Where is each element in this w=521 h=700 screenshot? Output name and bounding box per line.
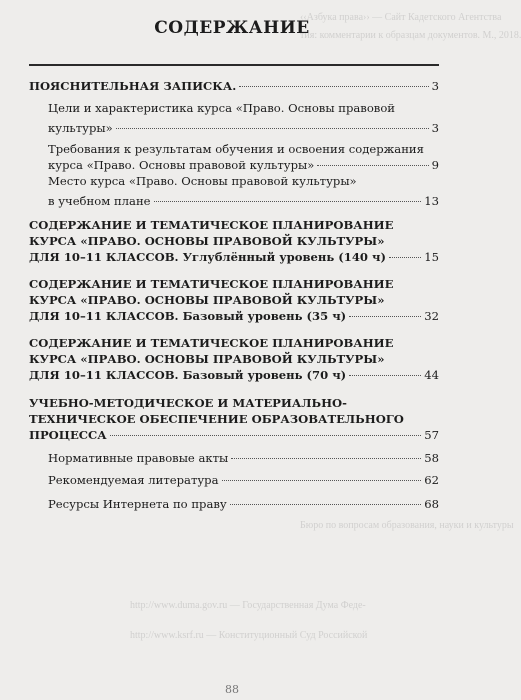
toc-entry-title: ДЛЯ 10–11 КЛАССОВ. Углублённый уровень (140 ч) [29,250,386,264]
leader-dots [349,316,421,317]
leader-dots [116,128,429,129]
toc-entry-internet-resources[interactable] [48,496,439,512]
toc-entry-planning-basic-35[interactable] [29,276,439,324]
toc-entry-planning-basic-70[interactable] [29,335,439,383]
toc-page-number: 57 [424,428,439,442]
toc-entry-title: Цели и характеристика курса «Право. Основы правовой [48,101,396,115]
show-through-text: тия: комментарии к образцам документов. М., 2018. [300,30,521,41]
show-through-text: ‹‹Азбука права›› — Сайт Кадетского Агентства [300,12,502,23]
page-title: СОДЕРЖАНИЕ [154,18,310,38]
toc-entry-title: Нормативные правовые акты [48,451,229,465]
leader-dots [349,375,421,376]
toc-entry-course-place[interactable] [48,173,439,209]
leader-dots [230,504,421,505]
leader-dots [239,86,428,87]
toc-entry-title: Рекомендуемая литература [48,473,219,487]
toc-entry-methodological-support[interactable] [29,395,439,443]
toc-entry-normative-acts[interactable] [48,450,439,466]
toc-page-number: 32 [424,309,439,323]
toc-page-number: 13 [424,194,439,208]
toc-entry-title: ПОЯСНИТЕЛЬНАЯ ЗАПИСКА. [29,79,237,93]
toc-entry-title: ДЛЯ 10–11 КЛАССОВ. Базовый уровень (70 ч) [29,368,347,382]
toc-page-number: 9 [431,158,439,172]
toc-entry-title: СОДЕРЖАНИЕ И ТЕМАТИЧЕСКОЕ ПЛАНИРОВАНИЕ [29,277,394,291]
leader-dots [222,480,422,481]
toc-entry-title: ДЛЯ 10–11 КЛАССОВ. Базовый уровень (35 ч) [29,309,347,323]
leader-dots [154,201,422,202]
toc-entry-explanatory-note[interactable] [29,78,439,94]
toc-entry-title: культуры» [48,121,113,135]
toc-entry-title: в учебном плане [48,194,151,208]
toc-entry-title: КУРСА «ПРАВО. ОСНОВЫ ПРАВОВОЙ КУЛЬТУРЫ» [29,293,385,307]
toc-page-number: 68 [424,497,439,511]
title-underline [29,64,439,66]
toc-entry-title: СОДЕРЖАНИЕ И ТЕМАТИЧЕСКОЕ ПЛАНИРОВАНИЕ [29,218,394,232]
toc-entry-title: Ресурсы Интернета по праву [48,497,227,511]
toc-entry-planning-advanced-140[interactable] [29,217,439,265]
toc-entry-title: КУРСА «ПРАВО. ОСНОВЫ ПРАВОВОЙ КУЛЬТУРЫ» [29,352,385,366]
toc-entry-course-goals[interactable] [48,100,439,136]
toc-entry-title: Требования к результатам обучения и освоения содержания [48,142,424,156]
toc-page-number: 3 [431,121,439,135]
show-through-text: Бюро по вопросам образования, науки и культуры [300,520,514,531]
toc-entry-title: КУРСА «ПРАВО. ОСНОВЫ ПРАВОВОЙ КУЛЬТУРЫ» [29,234,385,248]
leader-dots [110,435,422,436]
leader-dots [231,458,421,459]
page-number: 88 [225,683,239,696]
toc-entry-recommended-literature[interactable] [48,472,439,488]
toc-entry-title: ТЕХНИЧЕСКОЕ ОБЕСПЕЧЕНИЕ ОБРАЗОВАТЕЛЬНОГО [29,412,404,426]
toc-page-number: 58 [424,451,439,465]
toc-entry-title: ПРОЦЕССА [29,428,107,442]
toc-page-number: 15 [424,250,439,264]
toc-page-number: 44 [424,368,439,382]
show-through-text: http://www.duma.gov.ru — Государственная Дума Феде- [130,600,366,611]
toc-entry-title: УЧЕБНО-МЕТОДИЧЕСКОЕ И МАТЕРИАЛЬНО- [29,396,347,410]
toc-page-number: 62 [424,473,439,487]
toc-page-number: 3 [431,79,439,93]
toc-entry-title: курса «Право. Основы правовой культуры» [48,158,315,172]
toc-entry-title: Место курса «Право. Основы правовой культуры» [48,174,357,188]
leader-dots [317,165,428,166]
show-through-text: http://www.ksrf.ru — Конституционный Суд Российской [130,630,368,641]
leader-dots [389,257,421,258]
toc-entry-learning-requirements[interactable] [48,141,439,173]
toc-entry-title: СОДЕРЖАНИЕ И ТЕМАТИЧЕСКОЕ ПЛАНИРОВАНИЕ [29,336,394,350]
